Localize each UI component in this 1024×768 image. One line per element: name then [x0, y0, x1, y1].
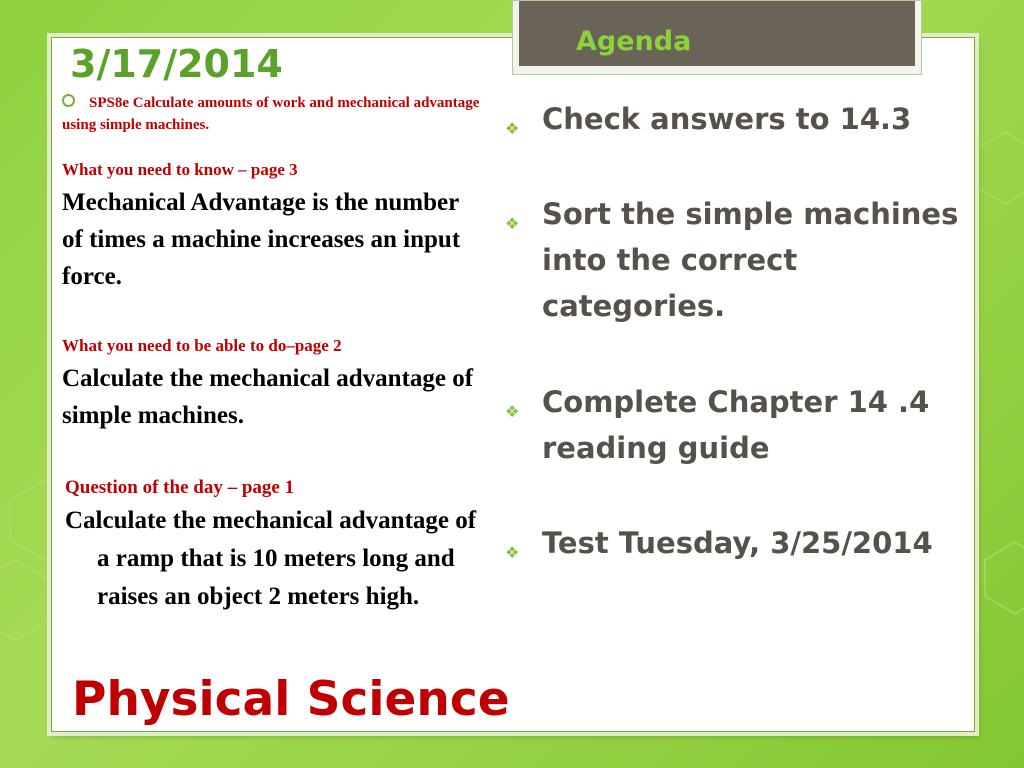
- question-heading: Question of the day – page 1: [65, 477, 295, 498]
- agenda-item-text: Test Tuesday, 3/25/2014: [542, 526, 933, 560]
- agenda-title: Agenda: [576, 26, 692, 57]
- do-heading: What you need to be able to do–page 2: [62, 336, 342, 355]
- diamond-bullet-icon: ❖: [505, 214, 520, 233]
- agenda-item-text: Sort the simple machines into the correct categories.: [542, 197, 959, 323]
- subject-title: Physical Science: [72, 672, 510, 727]
- standard-text: [62, 92, 482, 136]
- know-body: Mechanical Advantage is the number of times a machine increases an input force.: [62, 189, 461, 290]
- know-heading: What you need to know – page 3: [62, 160, 298, 179]
- diamond-bullet-icon: ❖: [505, 543, 520, 562]
- standard-label: SPS8e Calculate amounts of work and mechanical advantage using simple machines.: [62, 95, 480, 133]
- agenda-tab: [512, 0, 922, 75]
- agenda-item-text: Check answers to 14.3: [542, 102, 912, 136]
- do-body: Calculate the mechanical advantage of simple machines.: [62, 365, 474, 429]
- question-body: Calculate the mechanical advantage of a ramp that is 10 meters long and raises an object 2 meters high.: [65, 507, 477, 610]
- diamond-bullet-icon: ❖: [505, 402, 520, 421]
- agenda-item-text: Complete Chapter 14 .4 reading guide: [542, 385, 930, 465]
- diamond-bullet-icon: ❖: [505, 119, 520, 138]
- slide-date: 3/17/2014: [70, 42, 283, 86]
- circle-bullet-icon: [62, 94, 75, 107]
